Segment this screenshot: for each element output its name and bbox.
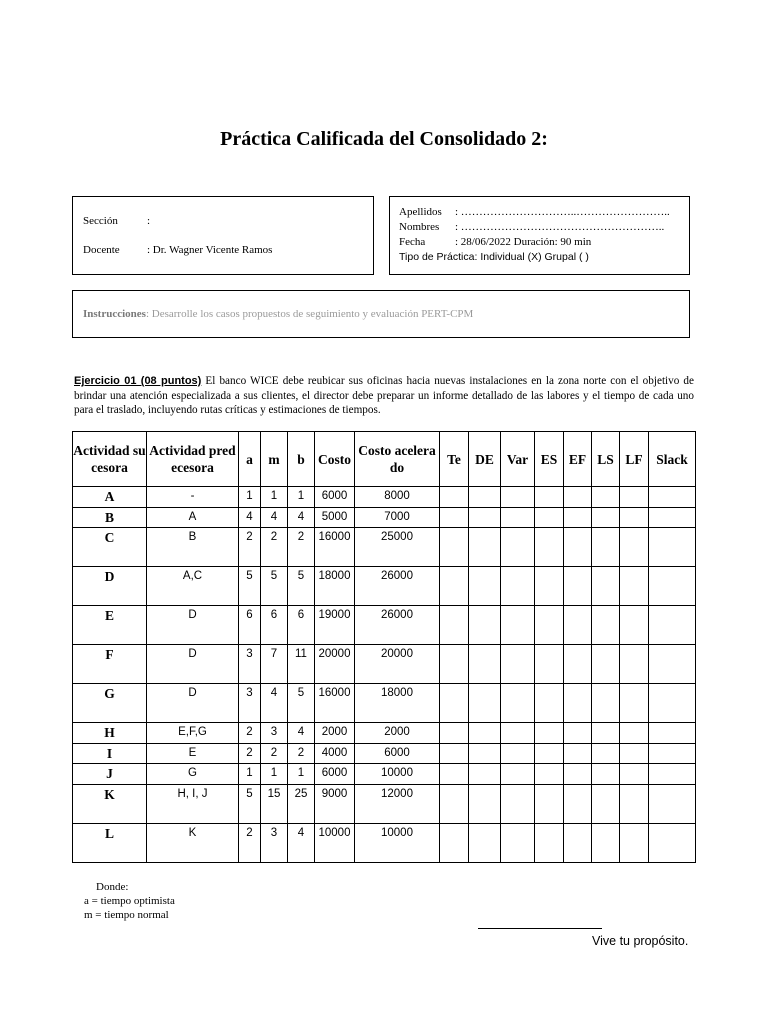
cell-actividad: D: [73, 567, 147, 606]
cell-lf[interactable]: [620, 507, 649, 528]
cell-ls[interactable]: [592, 567, 620, 606]
cell-m: 1: [261, 764, 288, 785]
seccion-label: Sección: [83, 215, 118, 227]
cell-costo-acelerado: 26000: [355, 606, 440, 645]
cell-ef[interactable]: [564, 606, 592, 645]
cell-de[interactable]: [469, 784, 501, 823]
cell-m: 15: [261, 784, 288, 823]
cell-es[interactable]: [535, 487, 564, 508]
cell-m: 6: [261, 606, 288, 645]
cell-slack[interactable]: [649, 528, 696, 567]
table-row: [73, 567, 696, 606]
cell-actividad: C: [73, 528, 147, 567]
cell-a: 2: [239, 723, 261, 744]
cell-actividad: H: [73, 723, 147, 744]
cell-costo: 19000: [315, 606, 355, 645]
cell-te[interactable]: [440, 743, 469, 764]
col-slack: Slack: [649, 432, 696, 487]
fecha-row: [399, 236, 591, 248]
cell-costo: 16000: [315, 684, 355, 723]
cell-predecesora: D: [147, 606, 239, 645]
cell-a: 5: [239, 784, 261, 823]
cell-slack[interactable]: [649, 784, 696, 823]
signature-line: [478, 928, 602, 929]
cell-a: 2: [239, 743, 261, 764]
cell-ls[interactable]: [592, 743, 620, 764]
col-ef: EF: [564, 432, 592, 487]
a-definition: a = tiempo optimista: [84, 895, 175, 907]
cell-te[interactable]: [440, 507, 469, 528]
cell-te[interactable]: [440, 606, 469, 645]
slogan: Vive tu propósito.: [592, 934, 689, 948]
cell-costo: 9000: [315, 784, 355, 823]
cell-de[interactable]: [469, 823, 501, 862]
table-row: [73, 684, 696, 723]
docente-row: [83, 244, 272, 256]
cell-costo-acelerado: 18000: [355, 684, 440, 723]
cell-var[interactable]: [501, 528, 535, 567]
cell-slack[interactable]: [649, 764, 696, 785]
cell-ls[interactable]: [592, 723, 620, 744]
table-row: [73, 645, 696, 684]
col-b: b: [288, 432, 315, 487]
instructions-line: [83, 308, 473, 320]
cell-es[interactable]: [535, 823, 564, 862]
col-actividad-predecesora: Actividad predecesora: [147, 432, 239, 487]
cell-de[interactable]: [469, 487, 501, 508]
cell-a: 4: [239, 507, 261, 528]
cell-te[interactable]: [440, 487, 469, 508]
cell-b: 2: [288, 743, 315, 764]
cell-costo-acelerado: 8000: [355, 487, 440, 508]
cell-es[interactable]: [535, 743, 564, 764]
col-actividad-sucesora: Actividad sucesora: [73, 432, 147, 487]
cell-costo-acelerado: 26000: [355, 567, 440, 606]
cell-de[interactable]: [469, 684, 501, 723]
instructions-text: : Desarrolle los casos propuestos de seguimiento y evaluación PERT-CPM: [145, 308, 474, 320]
donde-label: Donde:: [96, 881, 129, 893]
cell-slack[interactable]: [649, 606, 696, 645]
cell-ls[interactable]: [592, 684, 620, 723]
cell-costo-acelerado: 10000: [355, 764, 440, 785]
cell-b: 6: [288, 606, 315, 645]
cell-ls[interactable]: [592, 823, 620, 862]
cell-ef[interactable]: [564, 507, 592, 528]
cell-ef[interactable]: [564, 784, 592, 823]
cell-predecesora: D: [147, 645, 239, 684]
cell-slack[interactable]: [649, 645, 696, 684]
cell-slack[interactable]: [649, 684, 696, 723]
table-row: [73, 507, 696, 528]
cell-te[interactable]: [440, 723, 469, 744]
cell-b: 2: [288, 528, 315, 567]
cell-de[interactable]: [469, 567, 501, 606]
notes: [84, 880, 175, 922]
seccion-value: :: [147, 215, 151, 227]
cell-costo: 2000: [315, 723, 355, 744]
cell-slack[interactable]: [649, 487, 696, 508]
course-info-box: [72, 196, 374, 275]
page-title: Práctica Calificada del Consolidado 2:: [220, 128, 548, 150]
cell-ef[interactable]: [564, 528, 592, 567]
cell-lf[interactable]: [620, 743, 649, 764]
cell-te[interactable]: [440, 823, 469, 862]
cell-m: 4: [261, 507, 288, 528]
col-var: Var: [501, 432, 535, 487]
table-row: [73, 723, 696, 744]
docente-value: : Dr. Wagner Vicente Ramos: [147, 244, 273, 256]
fecha-label: Fecha: [399, 236, 426, 248]
cell-ls[interactable]: [592, 645, 620, 684]
cell-var[interactable]: [501, 743, 535, 764]
cell-m: 7: [261, 645, 288, 684]
nombres-value: : ………………………………………………..: [455, 221, 665, 233]
cell-slack[interactable]: [649, 723, 696, 744]
cell-costo-acelerado: 6000: [355, 743, 440, 764]
cell-m: 5: [261, 567, 288, 606]
cell-a: 3: [239, 684, 261, 723]
col-costo-acelerado: Costo acelerado: [355, 432, 440, 487]
cell-var[interactable]: [501, 606, 535, 645]
cell-ls[interactable]: [592, 784, 620, 823]
cell-de[interactable]: [469, 606, 501, 645]
cell-lf[interactable]: [620, 764, 649, 785]
cell-costo: 18000: [315, 567, 355, 606]
cell-costo-acelerado: 20000: [355, 645, 440, 684]
cell-costo-acelerado: 7000: [355, 507, 440, 528]
cell-actividad: G: [73, 684, 147, 723]
cell-lf[interactable]: [620, 823, 649, 862]
table-row: [73, 743, 696, 764]
cell-a: 2: [239, 823, 261, 862]
cell-costo: 4000: [315, 743, 355, 764]
cell-b: 25: [288, 784, 315, 823]
col-m: m: [261, 432, 288, 487]
col-es: ES: [535, 432, 564, 487]
cell-lf[interactable]: [620, 606, 649, 645]
cell-es[interactable]: [535, 528, 564, 567]
cell-ef[interactable]: [564, 764, 592, 785]
cell-b: 4: [288, 823, 315, 862]
instructions-label: Instrucciones: [83, 308, 146, 320]
cell-predecesora: E: [147, 743, 239, 764]
cell-var[interactable]: [501, 823, 535, 862]
table-header-row: [73, 432, 696, 487]
col-de: DE: [469, 432, 501, 487]
apellidos-label: Apellidos: [399, 206, 442, 218]
cell-var[interactable]: [501, 684, 535, 723]
cell-lf[interactable]: [620, 723, 649, 744]
exercise-heading: Ejercicio 01 (08 puntos): [74, 375, 202, 387]
cell-te[interactable]: [440, 764, 469, 785]
cell-es[interactable]: [535, 606, 564, 645]
cell-ef[interactable]: [564, 743, 592, 764]
table-body: [73, 487, 696, 863]
table-row: [73, 784, 696, 823]
cell-b: 5: [288, 567, 315, 606]
cell-de[interactable]: [469, 764, 501, 785]
col-a: a: [239, 432, 261, 487]
cell-de[interactable]: [469, 507, 501, 528]
cell-b: 11: [288, 645, 315, 684]
cell-slack[interactable]: [649, 823, 696, 862]
cell-slack[interactable]: [649, 507, 696, 528]
apellidos-row: [399, 206, 670, 218]
cell-predecesora: E,F,G: [147, 723, 239, 744]
cell-a: 3: [239, 645, 261, 684]
cell-lf[interactable]: [620, 487, 649, 508]
cell-lf[interactable]: [620, 528, 649, 567]
cell-lf[interactable]: [620, 684, 649, 723]
cell-a: 1: [239, 764, 261, 785]
cell-predecesora: B: [147, 528, 239, 567]
cell-ef[interactable]: [564, 723, 592, 744]
student-info-box: [389, 196, 690, 275]
fecha-value: : 28/06/2022 Duración: 90 min: [455, 236, 592, 248]
cell-b: 5: [288, 684, 315, 723]
cell-actividad: I: [73, 743, 147, 764]
cell-ef[interactable]: [564, 684, 592, 723]
cell-predecesora: G: [147, 764, 239, 785]
cell-var[interactable]: [501, 645, 535, 684]
cell-a: 1: [239, 487, 261, 508]
exercise-statement: [74, 374, 694, 418]
cell-lf[interactable]: [620, 784, 649, 823]
cell-a: 2: [239, 528, 261, 567]
cell-var[interactable]: [501, 567, 535, 606]
cell-te[interactable]: [440, 528, 469, 567]
m-definition: m = tiempo normal: [84, 909, 169, 921]
cell-te[interactable]: [440, 645, 469, 684]
cell-predecesora: H, I, J: [147, 784, 239, 823]
cell-costo: 5000: [315, 507, 355, 528]
apellidos-value: : …………………………..……………………..: [455, 206, 670, 218]
cell-m: 2: [261, 743, 288, 764]
cell-es[interactable]: [535, 723, 564, 744]
cell-predecesora: -: [147, 487, 239, 508]
cell-var[interactable]: [501, 487, 535, 508]
cell-var[interactable]: [501, 723, 535, 744]
cell-actividad: L: [73, 823, 147, 862]
cell-te[interactable]: [440, 784, 469, 823]
cell-de[interactable]: [469, 528, 501, 567]
cell-costo: 20000: [315, 645, 355, 684]
cell-m: 4: [261, 684, 288, 723]
cell-ls[interactable]: [592, 764, 620, 785]
cell-es[interactable]: [535, 567, 564, 606]
cell-ef[interactable]: [564, 823, 592, 862]
cell-es[interactable]: [535, 645, 564, 684]
col-costo: Costo: [315, 432, 355, 487]
docente-label: Docente: [83, 244, 120, 256]
cell-es[interactable]: [535, 764, 564, 785]
tipo-practica: Tipo de Práctica: Individual (X) Grupal ( ): [399, 251, 589, 263]
table-row: [73, 764, 696, 785]
cell-ls[interactable]: [592, 487, 620, 508]
cell-es[interactable]: [535, 684, 564, 723]
table-row: [73, 528, 696, 567]
cell-ls[interactable]: [592, 606, 620, 645]
cell-costo: 6000: [315, 764, 355, 785]
cell-var[interactable]: [501, 507, 535, 528]
cell-lf[interactable]: [620, 567, 649, 606]
cell-costo-acelerado: 12000: [355, 784, 440, 823]
cell-actividad: A: [73, 487, 147, 508]
cell-te[interactable]: [440, 567, 469, 606]
activity-table: [72, 431, 696, 863]
cell-es[interactable]: [535, 784, 564, 823]
instructions-box: [72, 290, 690, 338]
cell-actividad: F: [73, 645, 147, 684]
cell-costo-acelerado: 25000: [355, 528, 440, 567]
cell-te[interactable]: [440, 684, 469, 723]
cell-costo: 16000: [315, 528, 355, 567]
cell-predecesora: A,C: [147, 567, 239, 606]
table-row: [73, 487, 696, 508]
col-te: Te: [440, 432, 469, 487]
cell-m: 2: [261, 528, 288, 567]
table-row: [73, 606, 696, 645]
col-ls: LS: [592, 432, 620, 487]
cell-b: 1: [288, 764, 315, 785]
cell-de[interactable]: [469, 645, 501, 684]
cell-actividad: E: [73, 606, 147, 645]
cell-de[interactable]: [469, 743, 501, 764]
cell-lf[interactable]: [620, 645, 649, 684]
nombres-row: [399, 221, 664, 233]
cell-slack[interactable]: [649, 743, 696, 764]
cell-b: 1: [288, 487, 315, 508]
cell-actividad: K: [73, 784, 147, 823]
cell-m: 3: [261, 823, 288, 862]
seccion-row: [83, 215, 150, 227]
cell-costo: 6000: [315, 487, 355, 508]
cell-b: 4: [288, 507, 315, 528]
cell-es[interactable]: [535, 507, 564, 528]
table-row: [73, 823, 696, 862]
cell-predecesora: K: [147, 823, 239, 862]
cell-actividad: B: [73, 507, 147, 528]
cell-de[interactable]: [469, 723, 501, 744]
nombres-label: Nombres: [399, 221, 440, 233]
cell-ef[interactable]: [564, 567, 592, 606]
cell-var[interactable]: [501, 784, 535, 823]
cell-a: 5: [239, 567, 261, 606]
cell-predecesora: A: [147, 507, 239, 528]
cell-ls[interactable]: [592, 507, 620, 528]
cell-ef[interactable]: [564, 487, 592, 508]
cell-predecesora: D: [147, 684, 239, 723]
cell-m: 1: [261, 487, 288, 508]
cell-var[interactable]: [501, 764, 535, 785]
cell-ls[interactable]: [592, 528, 620, 567]
cell-ef[interactable]: [564, 645, 592, 684]
exercise-text: El banco WICE debe reubicar sus oficinas hacia nuevas instalaciones en la zona norte con el objetivo de brindar una atención especializada a sus clientes, el director debe preparar un informe detallado de las labores y el tiempo de cada uno para el traslado, incluyendo rutas críticas y estimaciones de tiempos.: [74, 375, 694, 416]
cell-actividad: J: [73, 764, 147, 785]
col-lf: LF: [620, 432, 649, 487]
cell-slack[interactable]: [649, 567, 696, 606]
cell-costo: 10000: [315, 823, 355, 862]
cell-costo-acelerado: 2000: [355, 723, 440, 744]
cell-a: 6: [239, 606, 261, 645]
cell-b: 4: [288, 723, 315, 744]
cell-costo-acelerado: 10000: [355, 823, 440, 862]
cell-m: 3: [261, 723, 288, 744]
